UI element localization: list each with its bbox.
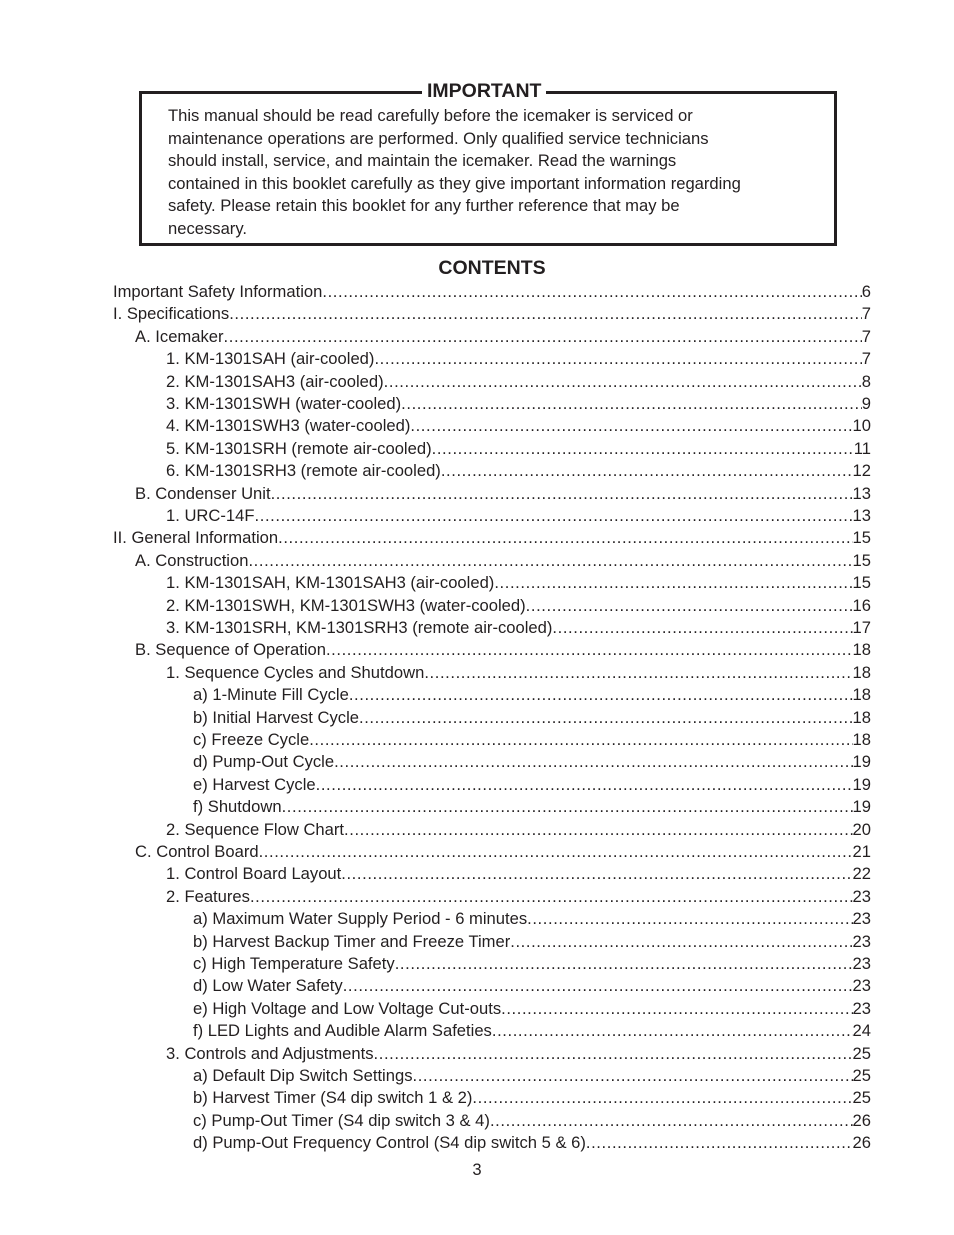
toc-entry-page: 15 [852,573,871,593]
toc-entry-page: 8 [861,371,871,391]
toc-dot-leader [552,617,852,639]
toc-entry-label: A. Construction [135,550,249,570]
toc-entry-page: 18 [852,730,871,749]
toc-entry-page: 18 [852,707,871,727]
toc-entry-page: 15 [852,528,871,548]
toc-entry-page: 18 [852,662,871,682]
important-line: maintenance operations are performed. Only qualified service technicians [168,128,709,148]
toc-entry[interactable] [193,975,871,997]
toc-entry[interactable] [166,863,871,885]
toc-dot-leader [316,774,853,796]
toc-entry[interactable] [166,505,871,527]
toc-entry-label: c) Pump-Out Timer (S4 dip switch 3 & 4) [193,1110,490,1130]
toc-dot-leader [326,639,853,661]
contents-title: CONTENTS [438,257,546,279]
toc-entry-label: 2. Sequence Flow Chart [166,819,345,839]
toc-entry-label: 1. Control Board Layout [166,864,342,884]
toc-dot-leader [395,953,853,975]
toc-entry-page: 23 [852,886,871,906]
toc-entry[interactable] [166,662,871,684]
toc-entry-page: 7 [861,304,871,324]
toc-dot-leader [224,326,862,348]
toc-dot-leader [343,975,853,997]
toc-entry-label: b) Initial Harvest Cycle [193,707,359,727]
toc-dot-leader [510,931,852,953]
toc-entry[interactable] [135,639,871,661]
toc-entry-page: 16 [852,595,871,615]
toc-entry-page: 17 [852,618,871,637]
toc-entry[interactable] [166,348,871,370]
toc-entry-page: 19 [852,797,871,817]
toc-dot-leader [322,281,861,303]
toc-dot-leader [413,1065,853,1087]
toc-entry-label: e) High Voltage and Low Voltage Cut-outs [193,998,502,1018]
toc-entry[interactable] [193,908,871,930]
toc-dot-leader [248,550,852,572]
toc-entry-label: 1. Sequence Cycles and Shutdown [166,662,425,682]
toc-entry[interactable] [193,751,871,773]
toc-entry-label: f) Shutdown [193,797,282,817]
toc-entry[interactable] [193,998,871,1020]
toc-entry-label: d) Low Water Safety [193,976,343,996]
toc-entry-page: 12 [852,461,871,481]
toc-dot-leader [424,662,852,684]
toc-entry[interactable] [193,796,871,818]
important-text [168,105,828,240]
toc-entry-page: 23 [852,998,871,1018]
toc-entry-page: 21 [852,842,871,861]
toc-entry-label: 3. KM-1301SRH, KM-1301SRH3 (remote air-cooled) [166,618,553,637]
toc-entry-label: 4. KM-1301SWH3 (water-cooled) [166,416,411,436]
toc-dot-leader [359,707,853,729]
toc-dot-leader [527,908,852,930]
toc-dot-leader [341,863,852,885]
important-line: necessary. [168,218,248,238]
toc-entry[interactable] [193,1132,871,1154]
toc-entry-label: 5. KM-1301SRH (remote air-cooled) [166,438,432,458]
toc-entry-label: A. Icemaker [135,326,224,346]
toc-dot-leader [501,998,852,1020]
toc-entry[interactable] [193,1065,871,1087]
toc-entry-label: B. Sequence of Operation [135,640,326,660]
toc-entry-page: 15 [852,550,871,570]
toc-dot-leader [374,348,861,370]
toc-entry-page: 25 [852,1043,871,1063]
toc-entry[interactable] [166,819,871,841]
important-line: should install, service, and maintain the icemaker. Read the warnings [168,151,677,170]
toc-entry[interactable] [193,931,871,953]
toc-entry-label: B. Condenser Unit [135,483,271,503]
toc-entry-page: 20 [852,819,871,839]
toc-entry-page: 24 [852,1021,871,1041]
toc-entry-page: 25 [852,1066,871,1085]
toc-entry[interactable] [166,371,871,393]
toc-entry-page: 7 [861,326,871,346]
toc-dot-leader [309,729,852,751]
toc-dot-leader [259,841,853,863]
toc-dot-leader [441,460,853,482]
toc-entry-label: 6. KM-1301SRH3 (remote air-cooled) [166,461,441,481]
toc-entry-label: b) Harvest Backup Timer and Freeze Timer [193,931,511,951]
toc-entry-page: 23 [852,976,871,996]
toc-entry[interactable] [113,527,871,549]
important-line: This manual should be read carefully before the icemaker is serviced or [168,106,693,125]
toc-entry[interactable] [166,886,871,908]
toc-entry[interactable] [166,393,871,415]
toc-entry-page: 13 [852,506,871,525]
toc-entry-label: C. Control Board [135,842,259,861]
toc-dot-leader [494,572,852,594]
toc-entry[interactable] [166,415,871,437]
toc-entry-label: f) LED Lights and Audible Alarm Safeties [193,1021,492,1041]
toc-entry-page: 7 [861,349,871,369]
toc-entry-label: 3. Controls and Adjustments [166,1043,374,1063]
toc-entry-label: c) High Temperature Safety [193,954,395,973]
toc-entry-page: 19 [852,774,871,794]
toc-dot-leader [374,1043,853,1065]
toc-entry[interactable] [193,774,871,796]
toc-dot-leader [229,303,862,325]
toc-entry-label: 3. KM-1301SWH (water-cooled) [166,394,402,413]
toc-entry-label: e) Harvest Cycle [193,774,316,794]
toc-entry-page: 13 [852,483,871,503]
toc-entry-page: 26 [852,1133,871,1153]
important-line: contained in this booklet carefully as they give important information regarding [168,173,741,193]
toc-entry-label: 2. Features [166,886,250,906]
toc-entry[interactable] [135,550,871,572]
toc-entry-page: 10 [852,416,871,436]
toc-entry-page: 22 [852,864,871,884]
toc-entry-label: a) Maximum Water Supply Period - 6 minutes [193,909,528,929]
toc-entry[interactable] [193,953,871,975]
toc-entry-label: 1. KM-1301SAH, KM-1301SAH3 (air-cooled) [166,573,495,593]
toc-entry[interactable] [113,303,871,325]
toc-entry-page: 11 [853,438,871,458]
toc-entry-page: 23 [852,931,871,951]
toc-dot-leader [410,415,852,437]
toc-entry[interactable] [193,1020,871,1042]
toc-entry[interactable] [135,483,871,505]
toc-entry-page: 19 [852,752,871,772]
toc-entry-page: 25 [852,1088,871,1108]
toc-entry[interactable] [193,707,871,729]
toc-entry[interactable] [166,572,871,594]
toc-entry-label: 1. URC-14F [166,506,255,525]
toc-entry-label: a) 1-Minute Fill Cycle [193,685,349,705]
toc-entry-page: 26 [852,1110,871,1130]
toc-entry-label: 2. KM-1301SWH, KM-1301SWH3 (water-cooled) [166,595,526,615]
toc-dot-leader [349,684,853,706]
toc-entry-page: 9 [861,394,871,413]
toc-entry[interactable] [193,729,871,751]
toc-entry-label: 2. KM-1301SAH3 (air-cooled) [166,371,384,391]
toc-entry-page: 23 [852,954,871,973]
toc-dot-leader [271,483,853,505]
toc-entry[interactable] [135,326,871,348]
toc-entry-label: 1. KM-1301SAH (air-cooled) [166,349,375,369]
toc-dot-leader [255,505,853,527]
toc-entry[interactable] [166,438,871,460]
toc-entry[interactable] [113,281,871,303]
toc-dot-leader [586,1132,853,1154]
toc-entry[interactable] [166,460,871,482]
toc-entry-label: d) Pump-Out Cycle [193,752,335,772]
page-number: 3 [472,1160,482,1179]
toc-dot-leader [278,527,852,549]
toc-entry-label: d) Pump-Out Frequency Control (S4 dip switch 5 & 6) [193,1133,586,1153]
toc-entry-label: Important Safety Information [113,282,323,301]
important-line: safety. Please retain this booklet for any further reference that may be [168,196,680,215]
important-title: IMPORTANT [422,80,546,102]
toc-dot-leader [250,886,853,908]
toc-entry-label: b) Harvest Timer (S4 dip switch 1 & 2) [193,1088,473,1108]
toc-entry[interactable] [135,841,871,863]
toc-entry[interactable] [166,595,871,617]
toc-entry[interactable] [166,617,871,639]
toc-entry-label: c) Freeze Cycle [193,730,310,749]
toc-dot-leader [490,1110,853,1132]
toc-dot-leader [384,371,862,393]
toc-dot-leader [401,393,862,415]
toc-entry-page: 6 [861,282,871,301]
toc-dot-leader [526,595,853,617]
toc-entry-label: II. General Information [113,528,279,548]
toc-dot-leader [282,796,853,818]
toc-dot-leader [492,1020,853,1042]
toc-entry[interactable] [166,1043,871,1065]
toc-entry-page: 18 [852,640,871,660]
toc-entry[interactable] [193,684,871,706]
toc-entry-page: 23 [852,909,871,929]
toc-dot-leader [334,751,852,773]
toc-entry-page: 18 [852,685,871,705]
toc-entry[interactable] [193,1087,871,1109]
toc-dot-leader [344,819,853,841]
toc-dot-leader [472,1087,852,1109]
toc-entry[interactable] [193,1110,871,1132]
toc-entry-label: I. Specifications [113,304,230,324]
toc-dot-leader [432,438,854,460]
toc-entry-label: a) Default Dip Switch Settings [193,1066,413,1085]
